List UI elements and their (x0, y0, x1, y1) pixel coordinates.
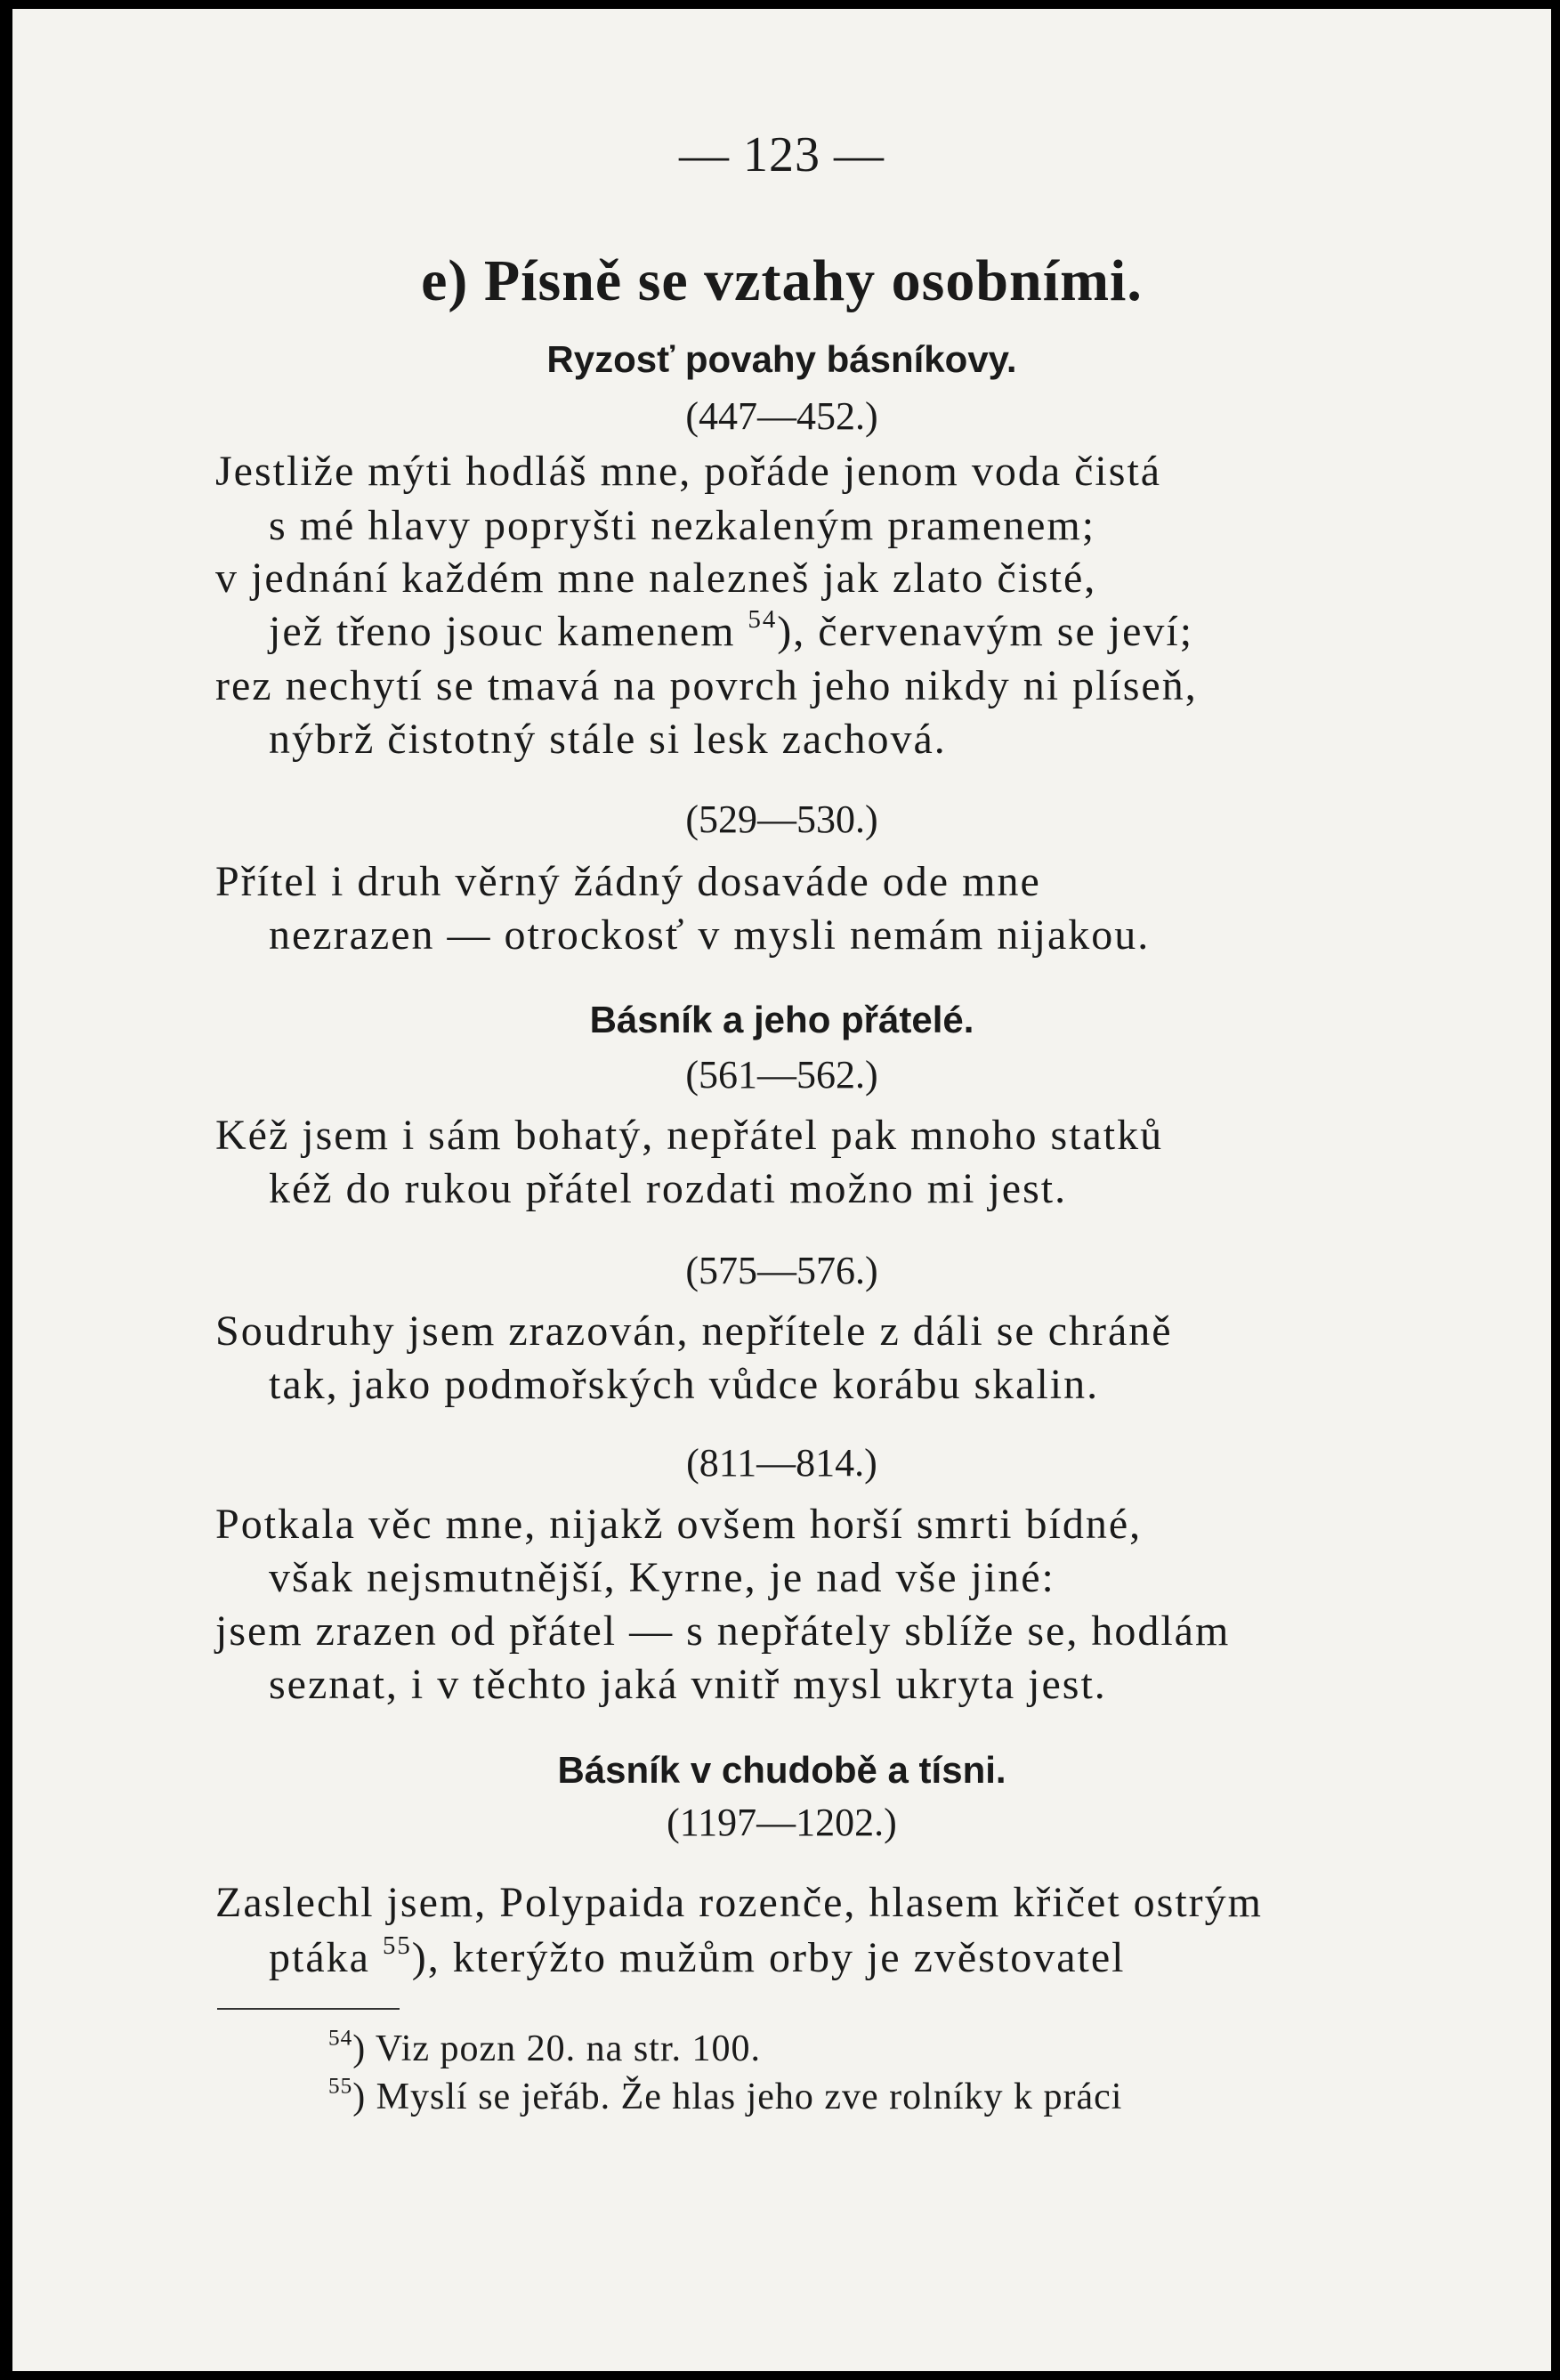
footnote-mark: 55 (328, 2074, 353, 2099)
verse-reference: (811—814.) (686, 1441, 877, 1485)
subheading-basnik-pratele: Básník a jeho přátelé. (589, 999, 974, 1040)
footnote-marker: 55 (382, 1931, 412, 1960)
verse-line: nezrazen — otrockosť v mysli nemám nijakou. (269, 911, 1151, 959)
verse-line: Soudruhy jsem zrazován, nepřítele z dáli se chráně (215, 1307, 1173, 1355)
verse-line: tak, jako podmořských vůdce korábu skalin. (269, 1361, 1100, 1408)
verse-line: Potkala věc mne, nijakž ovšem horší smrti bídné, (215, 1501, 1143, 1548)
footnote-text: ) Viz pozn 20. na str. 100. (352, 2028, 761, 2069)
verse-line-with-footnote (269, 1933, 1126, 1982)
verse-line: seznat, i v těchto jaká vnitř mysl ukryta jest. (269, 1661, 1107, 1708)
verse-line: však nejsmutnější, Kyrne, je nad vše jiné: (269, 1554, 1055, 1601)
verse-text: ptáka (269, 1934, 383, 1981)
footnote-text: ) Myslí se jeřáb. Že hlas jeho zve rolníky k práci (352, 2076, 1123, 2117)
verse-text: jež třeno jsouc kamenem (269, 608, 748, 655)
verse-reference: (447—452.) (685, 394, 878, 438)
verse-reference: (561—562.) (685, 1053, 878, 1097)
verse-line: Přítel i druh věrný žádný dosaváde ode mne (215, 858, 1041, 905)
verse-line: v jednání každém mne nalezneš jak zlato čisté, (215, 555, 1097, 602)
verse-text: ), červenavým se jeví; (777, 608, 1194, 655)
footnote-divider (217, 2008, 400, 2010)
verse-reference: (575—576.) (685, 1249, 878, 1292)
footnote (328, 2076, 1122, 2118)
footnote-marker: 54 (748, 604, 778, 634)
verse-text: ), kterýžto mužům orby je zvěstovatel (411, 1934, 1126, 1981)
page-number: — 123 — (679, 127, 885, 182)
footnote-mark: 54 (328, 2026, 353, 2051)
subheading-ryzost: Ryzosť povahy básníkovy. (546, 338, 1017, 380)
verse-line: s mé hlavy popryšti nezkaleným pramenem; (269, 502, 1096, 549)
verse-line-with-footnote (269, 604, 1194, 656)
verse-reference: (1197—1202.) (667, 1801, 897, 1844)
verse-line: Jestliže mýti hodláš mne, pořáde jenom voda čistá (215, 448, 1162, 495)
verse-line: Kéž jsem i sám bohatý, nepřátel pak mnoho statků (215, 1112, 1164, 1159)
book-page (12, 9, 1551, 2371)
verse-line: jsem zrazen od přátel — s nepřátely sblíže se, hodlám (215, 1607, 1231, 1655)
verse-line: kéž do rukou přátel rozdati možno mi jest. (269, 1165, 1068, 1212)
verse-reference: (529—530.) (685, 797, 878, 841)
verse-line: nýbrž čistotný stále si lesk zachová. (269, 716, 947, 763)
verse-line: rez nechytí se tmavá na povrch jeho nikdy ni plíseň, (215, 662, 1198, 709)
subheading-basnik-chudobe: Básník v chudobě a tísni. (557, 1749, 1006, 1791)
footnote (328, 2028, 761, 2070)
verse-line: Zaslechl jsem, Polypaida rozenče, hlasem křičet ostrým (215, 1879, 1263, 1926)
section-title: e) Písně se vztahy osobními. (421, 248, 1143, 313)
